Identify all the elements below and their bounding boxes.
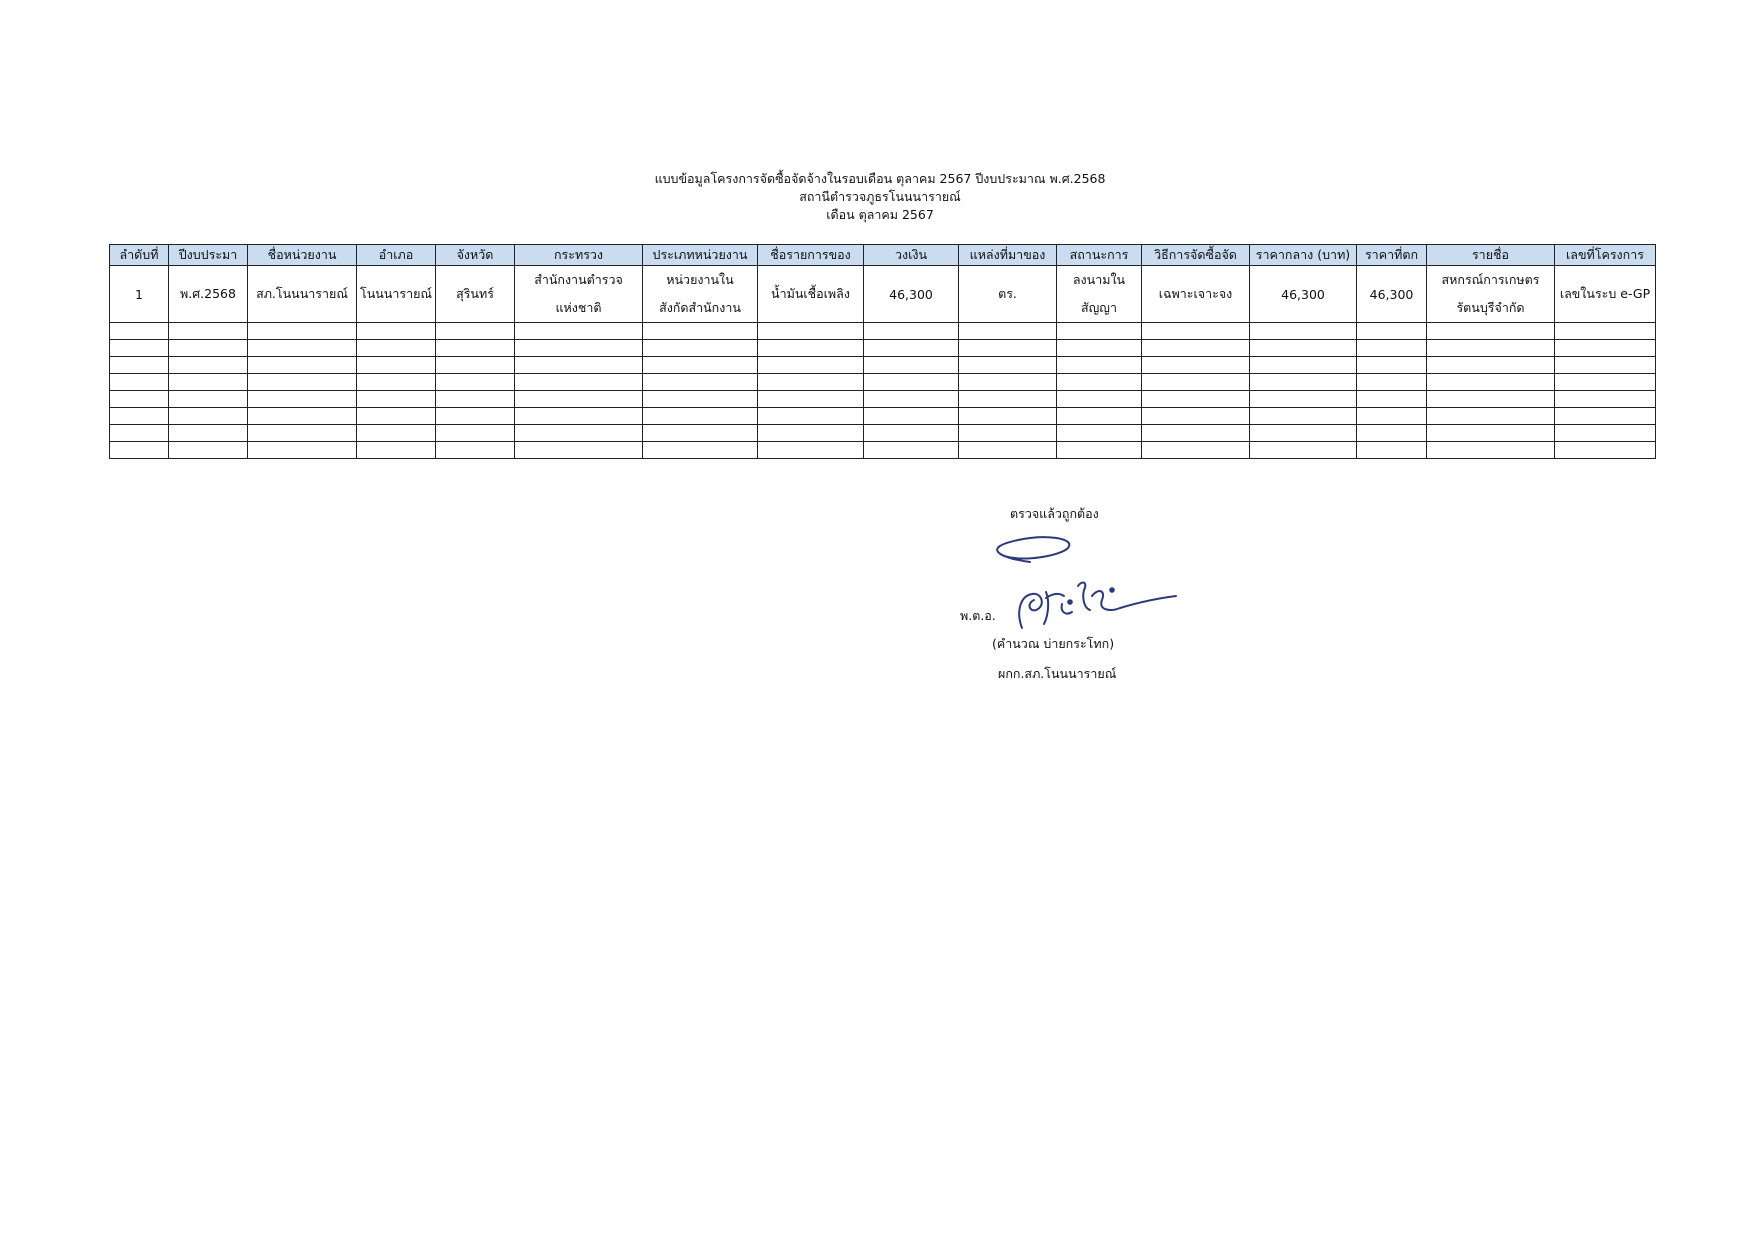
vendor-line-2: รัตนบุรีจำกัด [1456, 300, 1525, 315]
empty-cell [169, 442, 248, 459]
signer-name: (คำนวณ บ่ายกระโทก) [992, 636, 1115, 651]
empty-cell [758, 340, 864, 357]
procurement-table [109, 244, 1656, 459]
empty-cell [248, 425, 357, 442]
empty-cell [758, 374, 864, 391]
cell-item: น้ำมันเชื้อเพลิง [758, 266, 864, 323]
empty-cell [110, 408, 169, 425]
header-cell: อำเภอ [357, 245, 436, 266]
header-cell: ประเภทหน่วยงาน [643, 245, 758, 266]
empty-cell [1057, 408, 1142, 425]
header-cell: รายชื่อ [1427, 245, 1555, 266]
empty-cell [515, 408, 643, 425]
empty-cell [248, 408, 357, 425]
empty-cell [959, 340, 1057, 357]
cell-ministry [515, 266, 643, 323]
empty-cell [1250, 357, 1357, 374]
empty-cell [436, 340, 515, 357]
empty-cell [1142, 357, 1250, 374]
empty-cell [357, 408, 436, 425]
empty-cell [357, 374, 436, 391]
empty-cell [110, 391, 169, 408]
empty-cell [515, 374, 643, 391]
cell-budget: 46,300 [864, 266, 959, 323]
empty-cell [357, 340, 436, 357]
table-row-empty [110, 391, 1656, 408]
empty-cell [864, 442, 959, 459]
vendor-line-1: สหกรณ์การเกษตร [1441, 272, 1540, 287]
status-line-1: ลงนามใน [1072, 272, 1126, 287]
empty-cell [1427, 391, 1555, 408]
empty-cell [959, 357, 1057, 374]
empty-cell [758, 425, 864, 442]
empty-cell [1357, 323, 1427, 340]
report-month: เดือน ตุลาคม 2567 [826, 207, 934, 222]
empty-cell [1427, 425, 1555, 442]
empty-cell [1427, 357, 1555, 374]
empty-cell [1057, 425, 1142, 442]
document-header [0, 170, 1754, 224]
header-cell: แหล่งที่มาของ [959, 245, 1057, 266]
empty-cell [357, 425, 436, 442]
status-line-2: สัญญา [1081, 300, 1117, 315]
empty-cell [248, 323, 357, 340]
empty-cell [515, 357, 643, 374]
empty-cell [1555, 442, 1656, 459]
empty-cell [1555, 340, 1656, 357]
cell-fiscal-year: พ.ศ.2568 [169, 266, 248, 323]
empty-cell [436, 374, 515, 391]
empty-cell [1142, 374, 1250, 391]
empty-cell [864, 357, 959, 374]
empty-cell [169, 357, 248, 374]
empty-cell [1250, 425, 1357, 442]
empty-cell [1555, 425, 1656, 442]
cell-source: ตร. [959, 266, 1057, 323]
empty-cell [1357, 340, 1427, 357]
table-row-empty [110, 374, 1656, 391]
empty-cell [758, 442, 864, 459]
agency-type-line-1: หน่วยงานใน [666, 272, 734, 287]
empty-cell [1555, 357, 1656, 374]
empty-cell [1142, 323, 1250, 340]
empty-cell [1555, 391, 1656, 408]
empty-cell [1057, 323, 1142, 340]
empty-cell [357, 442, 436, 459]
header-cell: สถานะการ [1057, 245, 1142, 266]
empty-cell [169, 323, 248, 340]
empty-cell [169, 408, 248, 425]
empty-cell [864, 374, 959, 391]
empty-cell [643, 340, 758, 357]
empty-cell [1555, 374, 1656, 391]
empty-cell [248, 442, 357, 459]
empty-cell [864, 408, 959, 425]
empty-cell [436, 357, 515, 374]
empty-cell [248, 340, 357, 357]
empty-cell [864, 323, 959, 340]
empty-cell [436, 425, 515, 442]
handwritten-signature [980, 532, 1180, 632]
empty-cell [1250, 323, 1357, 340]
header-cell: เลขที่โครงการ [1555, 245, 1656, 266]
empty-cell [1142, 391, 1250, 408]
empty-cell [515, 442, 643, 459]
empty-cell [959, 408, 1057, 425]
station-name: สถานีตำรวจภูธรโนนนารายณ์ [799, 189, 961, 204]
table-header-row [110, 245, 1656, 266]
empty-cell [248, 391, 357, 408]
empty-cell [1427, 408, 1555, 425]
empty-cell [1427, 340, 1555, 357]
empty-cell [959, 323, 1057, 340]
header-cell: ปีงบประมา [169, 245, 248, 266]
empty-cell [959, 374, 1057, 391]
empty-cell [1057, 340, 1142, 357]
cell-agency: สภ.โนนนารายณ์ [248, 266, 357, 323]
empty-cell [110, 442, 169, 459]
empty-cell [248, 374, 357, 391]
empty-cell [1427, 442, 1555, 459]
empty-cell [758, 408, 864, 425]
table-row-empty [110, 408, 1656, 425]
verification-label: ตรวจแล้วถูกต้อง [1010, 506, 1099, 521]
empty-cell [1250, 408, 1357, 425]
empty-cell [1250, 442, 1357, 459]
header-cell: วงเงิน [864, 245, 959, 266]
empty-cell [436, 391, 515, 408]
empty-cell [643, 357, 758, 374]
empty-cell [758, 323, 864, 340]
empty-cell [110, 323, 169, 340]
table-row [110, 266, 1656, 323]
empty-cell [643, 425, 758, 442]
agency-type-line-2: สังกัดสำนักงาน [659, 300, 741, 315]
table-row-empty [110, 357, 1656, 374]
empty-cell [1357, 391, 1427, 408]
empty-cell [110, 374, 169, 391]
empty-cell [1057, 391, 1142, 408]
cell-median-price: 46,300 [1250, 266, 1357, 323]
empty-cell [643, 323, 758, 340]
empty-cell [959, 391, 1057, 408]
ministry-line-2: แห่งชาติ [555, 300, 602, 315]
signer-position: ผกก.สภ.โนนนารายณ์ [998, 666, 1117, 681]
cell-awarded-price: 46,300 [1357, 266, 1427, 323]
empty-cell [1357, 408, 1427, 425]
empty-cell [864, 425, 959, 442]
empty-cell [515, 323, 643, 340]
empty-cell [643, 408, 758, 425]
empty-cell [357, 323, 436, 340]
empty-cell [643, 442, 758, 459]
empty-cell [169, 340, 248, 357]
empty-cell [436, 408, 515, 425]
cell-vendor [1427, 266, 1555, 323]
table-row-empty [110, 442, 1656, 459]
empty-cell [110, 357, 169, 374]
cell-status [1057, 266, 1142, 323]
empty-cell [1427, 374, 1555, 391]
empty-cell [515, 340, 643, 357]
empty-cell [1142, 425, 1250, 442]
cell-province: สุรินทร์ [436, 266, 515, 323]
table-row-empty [110, 340, 1656, 357]
empty-cell [357, 391, 436, 408]
empty-cell [436, 442, 515, 459]
empty-cell [169, 391, 248, 408]
empty-cell [1357, 442, 1427, 459]
cell-no: 1 [110, 266, 169, 323]
empty-cell [643, 374, 758, 391]
empty-cell [1555, 408, 1656, 425]
empty-cell [1142, 408, 1250, 425]
empty-cell [357, 357, 436, 374]
cell-method: เฉพาะเจาะจง [1142, 266, 1250, 323]
empty-cell [110, 340, 169, 357]
header-cell: ราคาที่ตก [1357, 245, 1427, 266]
empty-cell [758, 391, 864, 408]
empty-cell [864, 340, 959, 357]
empty-cell [1357, 425, 1427, 442]
empty-cell [169, 425, 248, 442]
empty-cell [1555, 323, 1656, 340]
empty-cell [1357, 374, 1427, 391]
empty-cell [643, 391, 758, 408]
empty-cell [110, 425, 169, 442]
empty-cell [1427, 323, 1555, 340]
header-cell: วิธีการจัดซื้อจัด [1142, 245, 1250, 266]
empty-cell [959, 442, 1057, 459]
ministry-line-1: สำนักงานตำรวจ [534, 272, 623, 287]
empty-cell [1250, 374, 1357, 391]
empty-cell [864, 391, 959, 408]
empty-cell [1250, 340, 1357, 357]
empty-cell [1057, 442, 1142, 459]
cell-agency-type [643, 266, 758, 323]
header-cell: ราคากลาง (บาท) [1250, 245, 1357, 266]
empty-cell [515, 425, 643, 442]
empty-cell [248, 357, 357, 374]
table-row-empty [110, 425, 1656, 442]
empty-cell [1357, 357, 1427, 374]
empty-cell [959, 425, 1057, 442]
header-cell: ชื่อรายการของ [758, 245, 864, 266]
cell-project-no: เลขในระบ e-GP [1555, 266, 1656, 323]
signer-rank: พ.ต.อ. [960, 608, 996, 623]
cell-district: โนนนารายณ์ [357, 266, 436, 323]
document-title: แบบข้อมูลโครงการจัดซื้อจัดจ้างในรอบเดือน ตุลาคม 2567 ปีงบประมาณ พ.ศ.2568 [654, 171, 1106, 186]
header-cell: ชื่อหน่วยงาน [248, 245, 357, 266]
empty-cell [436, 323, 515, 340]
header-cell: จังหวัด [436, 245, 515, 266]
empty-cell [1057, 357, 1142, 374]
empty-cell [1057, 374, 1142, 391]
empty-cell [515, 391, 643, 408]
table-row-empty [110, 323, 1656, 340]
header-cell: กระทรวง [515, 245, 643, 266]
empty-cell [169, 374, 248, 391]
empty-cell [1142, 340, 1250, 357]
header-cell: ลำดับที่ [110, 245, 169, 266]
empty-cell [1142, 442, 1250, 459]
empty-cell [1250, 391, 1357, 408]
empty-cell [758, 357, 864, 374]
